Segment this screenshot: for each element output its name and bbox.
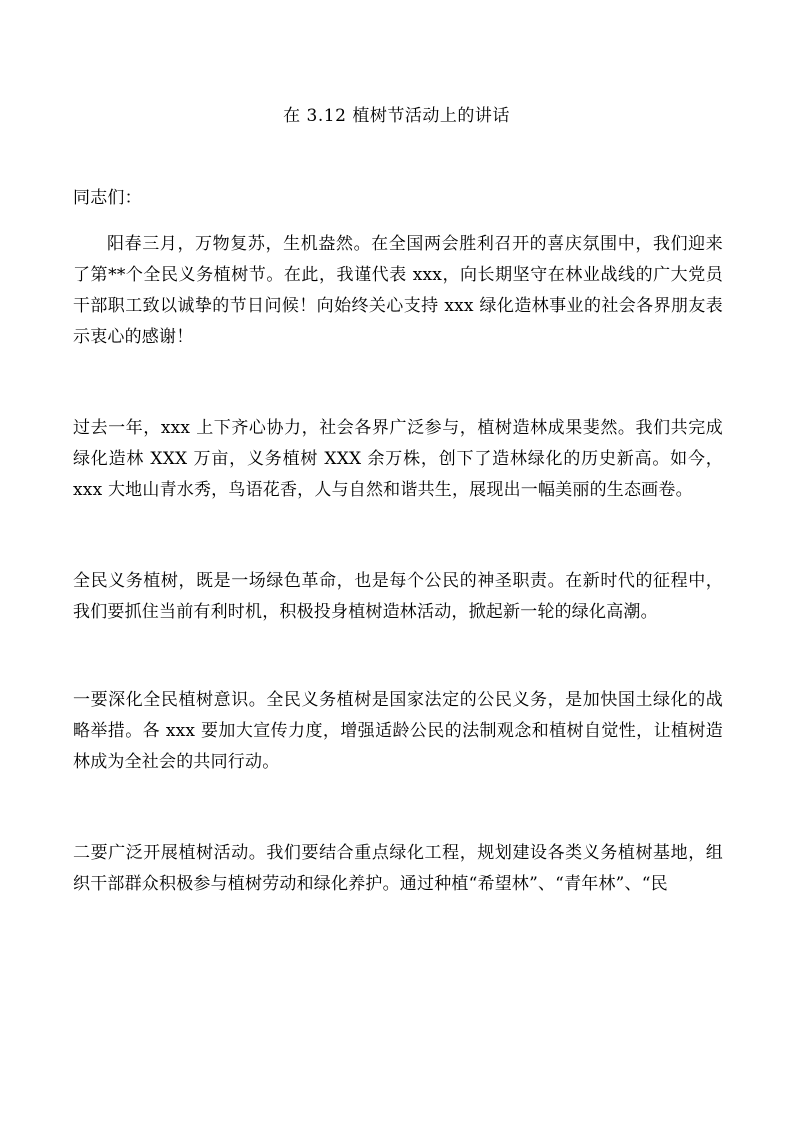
paragraph-3: 全民义务植树，既是一场绿色革命，也是每个公民的神圣职责。在新时代的征程中，我们要抓住当前有利时机，积极投身植树造林活动，掀起新一轮的绿化高潮。 <box>73 571 723 622</box>
paragraph-gap <box>73 506 723 566</box>
paragraph-1: 阳春三月，万物复苏，生机盎然。在全国两会胜利召开的喜庆氛围中，我们迎来了第**个全民义务植树节。在此，我谨代表 xxx，向长期坚守在林业战线的广大党员干部职工致以诚挚的节日问候！向始终关心支持 xxx 绿化造林事业的社会各界朋友表示衷心的感谢！ <box>73 234 723 347</box>
paragraph-5: 二要广泛开展植树活动。我们要结合重点绿化工程，规划建设各类义务植树基地，组织干部群众积极参与植树劳动和绿化养护。通过种植“希望林”、“青年林”、“民 <box>73 843 723 894</box>
document-title: 在 3.12 植树节活动上的讲话 <box>283 106 510 126</box>
paragraph-2: 过去一年，xxx 上下齐心协力，社会各界广泛参与，植树造林成果斐然。我们共完成绿化造林 XXX 万亩，义务植树 XXX 余万株，创下了造林绿化的历史新高。如今，xxx 大地山青水秀，鸟语花香，人与自然和谐共生，展现出一幅美丽的生态画卷。 <box>73 418 723 500</box>
paragraph-4: 一要深化全民植树意识。全民义务植树是国家法定的公民义务，是加快国土绿化的战略举措。各 xxx 要加大宣传力度，增强适龄公民的法制观念和植树自觉性，让植树造林成为全社会的共同行动。 <box>73 690 723 772</box>
salutation: 同志们： <box>73 188 142 208</box>
paragraph-gap <box>73 353 723 413</box>
document-body <box>73 183 723 900</box>
paragraph-gap <box>73 628 723 685</box>
paragraph-gap <box>73 778 723 838</box>
